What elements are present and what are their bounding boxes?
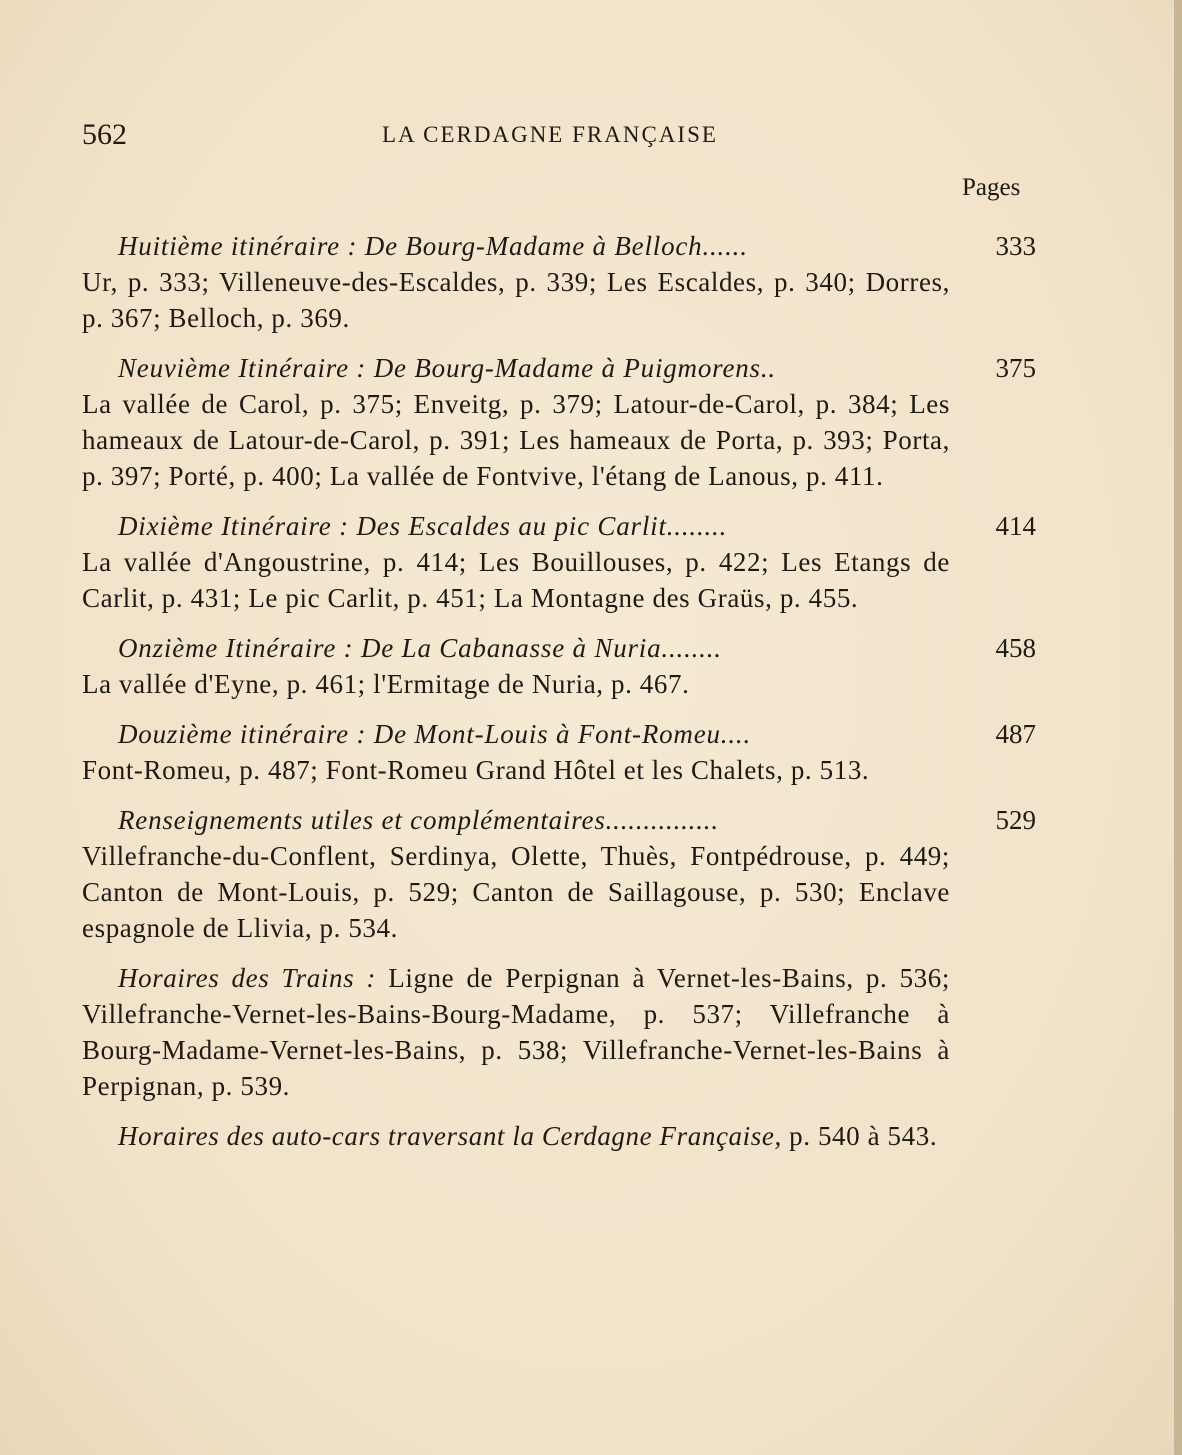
toc-entry [82,802,1042,946]
toc-entry [82,716,1042,788]
pages-column-label: Pages [962,174,1021,201]
entry-paragraph [82,960,950,1104]
toc-entry [82,508,1042,616]
entry-body: Font-Romeu, p. 487; Font-Romeu Grand Hôtel et les Chalets, p. 513. [82,755,870,785]
entry-title: Horaires des Trains : [118,963,377,993]
entry-page-number: 375 [995,353,1036,383]
entry-body: Ur, p. 333; Villeneuve-des-Escaldes, p. 339; Les Escaldes, p. 340; Dorres, p. 367; Belloch, p. 369. [82,267,950,333]
book-title: LA CERDAGNE FRANÇAISE [382,122,718,147]
entry-title: Dixième Itinéraire : Des Escaldes au pic Carlit........ [118,511,728,541]
table-of-contents [82,228,1042,1168]
toc-entry [82,630,1042,702]
running-head [82,118,952,162]
entry-body: La vallée de Carol, p. 375; Enveitg, p. 379; Latour-de-Carol, p. 384; Les hameaux de Latour-de-Carol, p. 391; Les hameaux de Porta, p. 393; Porta, p. 397; Porté, p. 400; La vallée de Fontvive, l'étang de Lanous, p. 411. [82,389,950,491]
entry-page-number: 487 [995,719,1036,749]
entry-paragraph [82,1118,950,1154]
entry-page-number: 414 [995,511,1036,541]
toc-entry-trains [82,960,1042,1104]
entry-title: Horaires des auto-cars traversant la Cerdagne Française, [118,1121,782,1151]
entry-page-number: 529 [995,805,1036,835]
toc-entry-autocars [82,1118,1042,1154]
entry-title: Renseignements utiles et complémentaires............... [118,805,719,835]
entry-title: Onzième Itinéraire : De La Cabanasse à Nuria........ [118,633,722,663]
toc-entry [82,350,1042,494]
entry-title: Douzième itinéraire : De Mont-Louis à Font-Romeu.... [118,719,752,749]
entry-body: La vallée d'Eyne, p. 461; l'Ermitage de Nuria, p. 467. [82,669,690,699]
entry-body: Ligne de Perpignan à Vernet-les-Bains, p. 536; Villefranche-Vernet-les-Bains-Bourg-Madame, p. 537; Villefranche à Bourg-Madame-Vernet-les-Bains, p. 538; Villefranche-Vernet-les-Bains à Perpignan, p. 539. [82,963,950,1101]
page-edge [1174,0,1182,1455]
entry-page-number: 458 [995,633,1036,663]
entry-page-number: 333 [995,231,1036,261]
entry-title: Huitième itinéraire : De Bourg-Madame à Belloch...... [118,231,748,261]
entry-title: Neuvième Itinéraire : De Bourg-Madame à Puigmorens.. [118,353,776,383]
page-number: 562 [82,118,127,151]
entry-body: p. 540 à 543. [789,1121,938,1151]
entry-body: La vallée d'Angoustrine, p. 414; Les Bouillouses, p. 422; Les Etangs de Carlit, p. 431; Le pic Carlit, p. 451; La Montagne des Graüs, p. 455. [82,547,950,613]
entry-body: Villefranche-du-Conflent, Serdinya, Olette, Thuès, Fontpédrouse, p. 449; Canton de Mont-Louis, p. 529; Canton de Saillagouse, p. 530; Enclave espagnole de Llivia, p. 534. [82,841,950,943]
toc-entry [82,228,1042,336]
